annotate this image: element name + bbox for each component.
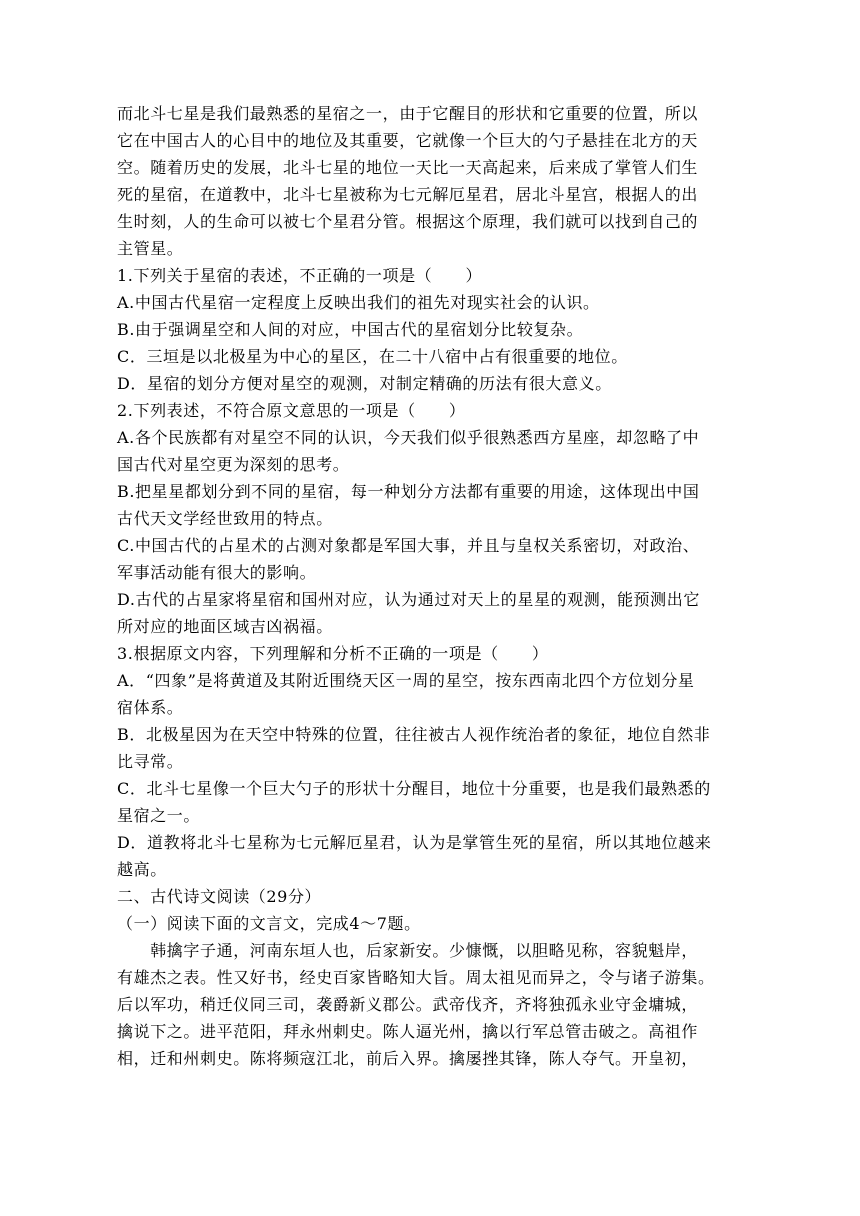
classical-text-line: 有雄杰之表。性又好书，经史百家皆略知大旨。周太祖见而异之，令与诸子游集。: [117, 968, 715, 987]
question-3-option-c: C．北斗七星像一个巨大勺子的形状十分醒目，地位十分重要，也是我们最熟悉的: [117, 779, 711, 798]
text-line: 星宿之一。: [117, 806, 201, 825]
text-line: 主管星。: [117, 239, 184, 258]
question-1-option-c: C．三垣是以北极星为中心的星区，在二十八宿中占有很重要的地位。: [117, 347, 628, 366]
text-line: 而北斗七星是我们最熟悉的星宿之一，由于它醒目的形状和它重要的位置，所以: [117, 104, 699, 123]
text-line: 宿体系。: [117, 698, 184, 717]
section-heading: 二、古代诗文阅读（29分）: [117, 887, 322, 906]
document-page: [117, 100, 737, 1072]
text-line: 死的星宿，在道教中，北斗七星被称为七元解厄星君，居北斗星宫，根据人的出: [117, 185, 699, 204]
text-line: 比寻常。: [117, 752, 184, 771]
classical-text-line: 擒说下之。进平范阳，拜永州刺史。陈人逼光州，擒以行军总管击破之。高祖作: [117, 1022, 699, 1041]
text-line: 所对应的地面区域吉凶祸福。: [117, 617, 333, 636]
classical-text-line: 韩擒字子通，河南东垣人也，后家新安。少慷慨，以胆略见称，容貌魁岸，: [117, 941, 699, 960]
text-line: 越高。: [117, 860, 167, 879]
subsection-instruction: （一）阅读下面的文言文，完成4～7题。: [117, 914, 421, 933]
text-line: 军事活动能有很大的影响。: [117, 563, 317, 582]
question-3-stem: 3.根据原文内容，下列理解和分析不正确的一项是（ ）: [117, 644, 549, 663]
text-line: 国古代对星空更为深刻的思考。: [117, 455, 350, 474]
classical-text-line: 相，迁和州刺史。陈将频寇江北，前后入界。擒屡挫其锋，陈人夺气。开皇初，: [117, 1049, 699, 1068]
question-2-option-c: C.中国古代的占星术的占测对象都是军国大事，并且与皇权关系密切，对政治、: [117, 536, 700, 555]
question-3-option-b: B．北极星因为在天空中特殊的位置，往往被古人视作统治者的象征，地位自然非: [117, 725, 711, 744]
text-line: 它在中国古人的心目中的地位及其重要，它就像一个巨大的勺子悬挂在北方的天: [117, 131, 699, 150]
question-2-option-d: D.古代的占星家将星宿和国州对应，认为通过对天上的星星的观测，能预测出它: [117, 590, 700, 609]
classical-text-line: 后以军功，稍迁仪同三司，袭爵新义郡公。武帝伐齐，齐将独孤永业守金墉城，: [117, 995, 699, 1014]
question-2-option-b: B.把星星都划分到不同的星宿，每一种划分方法都有重要的用途，这体现出中国: [117, 482, 700, 501]
question-3-option-d: D．道教将北斗七星称为七元解厄星君，认为是掌管生死的星宿，所以其地位越来: [117, 833, 712, 852]
question-1-option-d: D．星宿的划分方便对星空的观测，对制定精确的历法有很大意义。: [117, 374, 612, 393]
text-line: 古代天文学经世致用的特点。: [117, 509, 333, 528]
question-3-option-a: A．“四象”是将黄道及其附近围绕天区一周的星空，按东西南北四个方位划分星: [117, 671, 695, 690]
text-line: 生时刻，人的生命可以被七个星君分管。根据这个原理，我们就可以找到自己的: [117, 212, 699, 231]
question-1-option-b: B.由于强调星空和人间的对应，中国古代的星宿划分比较复杂。: [117, 320, 584, 339]
question-1-stem: 1.下列关于星宿的表述，不正确的一项是（ ）: [117, 266, 483, 285]
text-line: 空。随着历史的发展，北斗七星的地位一天比一天高起来，后来成了掌管人们生: [117, 158, 699, 177]
question-1-option-a: A.中国古代星宿一定程度上反映出我们的祖先对现实社会的认识。: [117, 293, 600, 312]
question-2-stem: 2.下列表述，不符合原文意思的一项是（ ）: [117, 401, 466, 420]
question-2-option-a: A.各个民族都有对星空不同的认识，今天我们似乎很熟悉西方星座，却忽略了中: [117, 428, 700, 447]
